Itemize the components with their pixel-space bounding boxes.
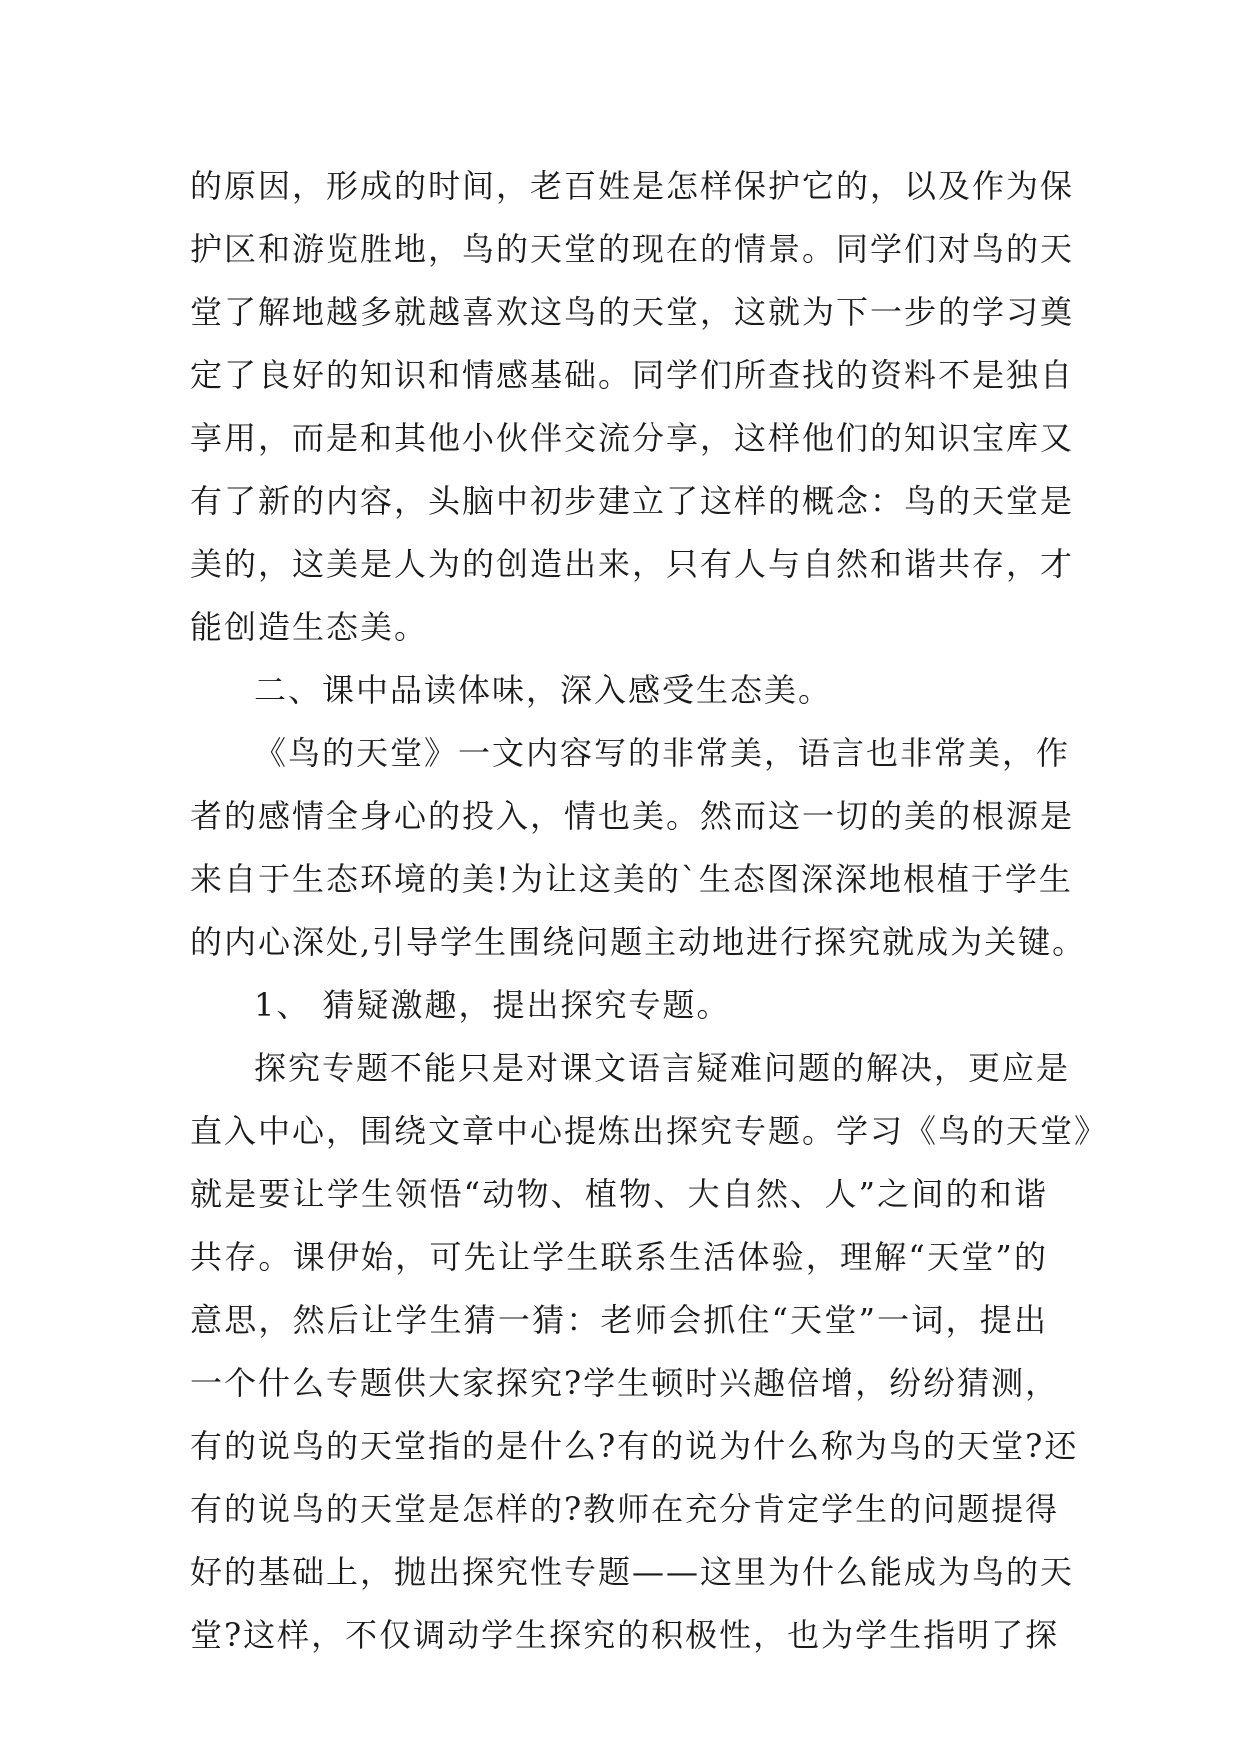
text-line: 定了良好的知识和情感基础。同学们所查找的资料不是独自 — [190, 356, 1075, 394]
text-line: 的内心深处,引导学生围绕问题主动地进行探究就成为关键。 — [190, 923, 1087, 961]
text-line: 能创造生态美。 — [190, 608, 429, 646]
text-line: 堂了解地越多就越喜欢这鸟的天堂，这就为下一步的学习奠 — [190, 293, 1075, 331]
text-line: 者的感情全身心的投入，情也美。然而这一切的美的根源是 — [190, 797, 1075, 835]
text-line: 美的，这美是人为的创造出来，只有人与自然和谐共存，才 — [190, 545, 1075, 583]
subsection-heading: 1、 猜疑激趣，提出探究专题。 — [254, 986, 731, 1024]
text-line: 直入中心，围绕文章中心提炼出探究专题。学习《鸟的天堂》 — [190, 1112, 1109, 1150]
text-line: 就是要让学生领悟“动物、植物、大自然、人”之间的和谐 — [190, 1175, 1048, 1213]
text-line: 来自于生态环境的美!为让这美的`生态图深深地根植于学生 — [190, 860, 1073, 898]
text-line: 有的说鸟的天堂是怎样的?教师在充分肯定学生的问题提得 — [190, 1490, 1060, 1528]
text-line: 的原因，形成的时间，老百姓是怎样保护它的，以及作为保 — [190, 167, 1075, 205]
text-line: 有的说鸟的天堂指的是什么?有的说为什么称为鸟的天堂?还 — [190, 1427, 1079, 1465]
text-line: 好的基础上，抛出探究性专题——这里为什么能成为鸟的天 — [190, 1553, 1075, 1591]
text-line: 探究专题不能只是对课文语言疑难问题的解决，更应是 — [254, 1049, 1071, 1087]
section-heading: 二、课中品读体味，深入感受生态美。 — [254, 671, 833, 709]
text-line: 《鸟的天堂》一文内容写的非常美，语言也非常美，作 — [254, 734, 1071, 772]
text-line: 共存。课伊始，可先让学生联系生活体验，理解“天堂”的 — [190, 1238, 1048, 1276]
text-line: 护区和游览胜地，鸟的天堂的现在的情景。同学们对鸟的天 — [190, 230, 1075, 268]
text-line: 享用，而是和其他小伙伴交流分享，这样他们的知识宝库又 — [190, 419, 1075, 457]
text-line: 有了新的内容，头脑中初步建立了这样的概念：鸟的天堂是 — [190, 482, 1075, 520]
text-line: 意思，然后让学生猜一猜：老师会抓住“天堂”一词，提出 — [190, 1301, 1048, 1339]
text-line: 堂?这样，不仅调动学生探究的积极性，也为学生指明了探 — [190, 1616, 1060, 1654]
text-line: 一个什么专题供大家探究?学生顿时兴趣倍增，纷纷猜测， — [190, 1364, 1060, 1402]
